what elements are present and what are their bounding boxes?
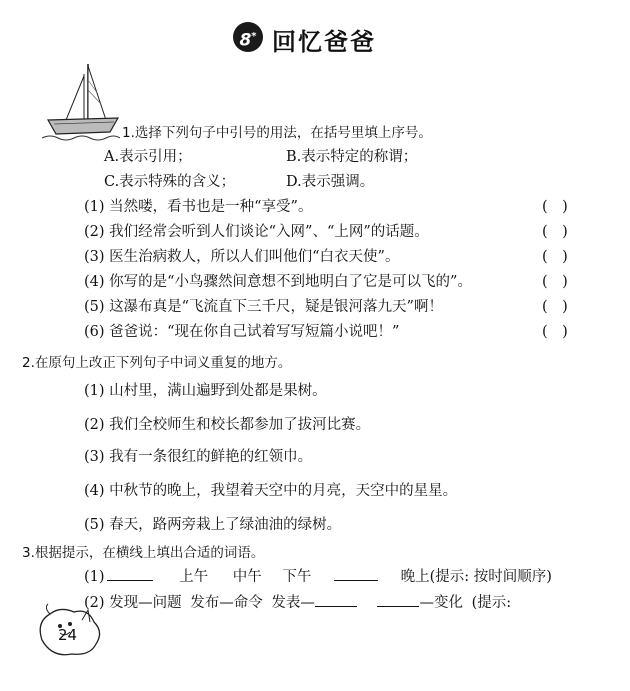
word-noon: 中午 (232, 569, 262, 585)
lesson-title: 回忆爸爸 (272, 28, 376, 56)
q1-item-4: (4) 你写的是“小鸟骤然间意想不到地明白了它是可以飞的”。 (84, 274, 472, 290)
pair-discover: 发现—问题 (109, 595, 182, 611)
sailboat-icon (40, 60, 120, 142)
fill-blank-3[interactable] (315, 592, 357, 607)
answer-paren-5[interactable]: ( ) (542, 299, 568, 315)
q2-item-5: (5) 春天，路两旁栽上了绿油油的绿树。 (84, 517, 342, 533)
q1-item-5: (5) 这瀑布真是“飞流直下三千尺，疑是银河落九天”啊！ (84, 299, 443, 315)
q1-option-a: A.表示引用； (104, 149, 192, 165)
q2-item-4: (4) 中秋节的晚上，我望着天空中的月亮，天空中的星星。 (84, 483, 458, 499)
q3-line2-number: (2) (84, 595, 105, 611)
q1-item-6: (6) 爸爸说：“现在你自己试着写写短篇小说吧！” (84, 324, 400, 340)
q1-option-c: C.表示特殊的含义； (104, 174, 236, 190)
word-evening: 晚上 (400, 569, 430, 585)
lesson-number-badge: 8* (233, 22, 263, 52)
pair-announce: 发表— (271, 595, 315, 611)
q1-item-3: (3) 医生治病救人，所以人们叫他们“白衣天使”。 (84, 249, 400, 265)
q3-line-1 (84, 565, 552, 586)
q1-option-d: D.表示强调。 (286, 174, 375, 190)
q1-option-b: B.表示特定的称谓； (286, 149, 418, 165)
q1-item-1: (1) 当然喽，看书也是一种“享受”。 (84, 199, 313, 215)
answer-paren-3[interactable]: ( ) (542, 249, 568, 265)
answer-paren-6[interactable]: ( ) (542, 324, 568, 340)
q3-line-2 (84, 591, 511, 612)
q3-line2-hint: (提示: (471, 595, 512, 611)
q3-line1-hint: (提示: 按时间顺序) (429, 569, 552, 585)
q2-item-1: (1) 山村里，满山遍野到处都是果树。 (84, 383, 327, 399)
answer-paren-2[interactable]: ( ) (542, 224, 568, 240)
q3-heading: 3.根据提示，在横线上填出合适的词语。 (22, 545, 265, 561)
q1-item-2: (2) 我们经常会听到人们谈论“入网”、“上网”的话题。 (84, 224, 429, 240)
fill-blank-1[interactable] (107, 566, 153, 581)
answer-paren-4[interactable]: ( ) (542, 274, 568, 290)
fill-blank-4[interactable] (377, 592, 419, 607)
q2-item-3: (3) 我有一条很红的鲜艳的红领巾。 (84, 449, 313, 465)
q2-heading: 2.在原句上改正下列句子中词义重复的地方。 (22, 355, 292, 371)
q1-heading: 1.选择下列句子中引号的用法，在括号里填上序号。 (122, 125, 432, 141)
word-afternoon: 下午 (282, 569, 312, 585)
answer-paren-1[interactable]: ( ) (542, 199, 568, 215)
q3-line1-number: (1) (84, 569, 105, 585)
fill-blank-2[interactable] (334, 566, 378, 581)
q2-item-2: (2) 我们全校师生和校长都参加了拔河比赛。 (84, 417, 371, 433)
pair-publish: 发布—命令 (190, 595, 263, 611)
word-morning: 上午 (179, 569, 209, 585)
pair-change: —变化 (419, 595, 463, 611)
page-number: 24 (58, 626, 78, 644)
